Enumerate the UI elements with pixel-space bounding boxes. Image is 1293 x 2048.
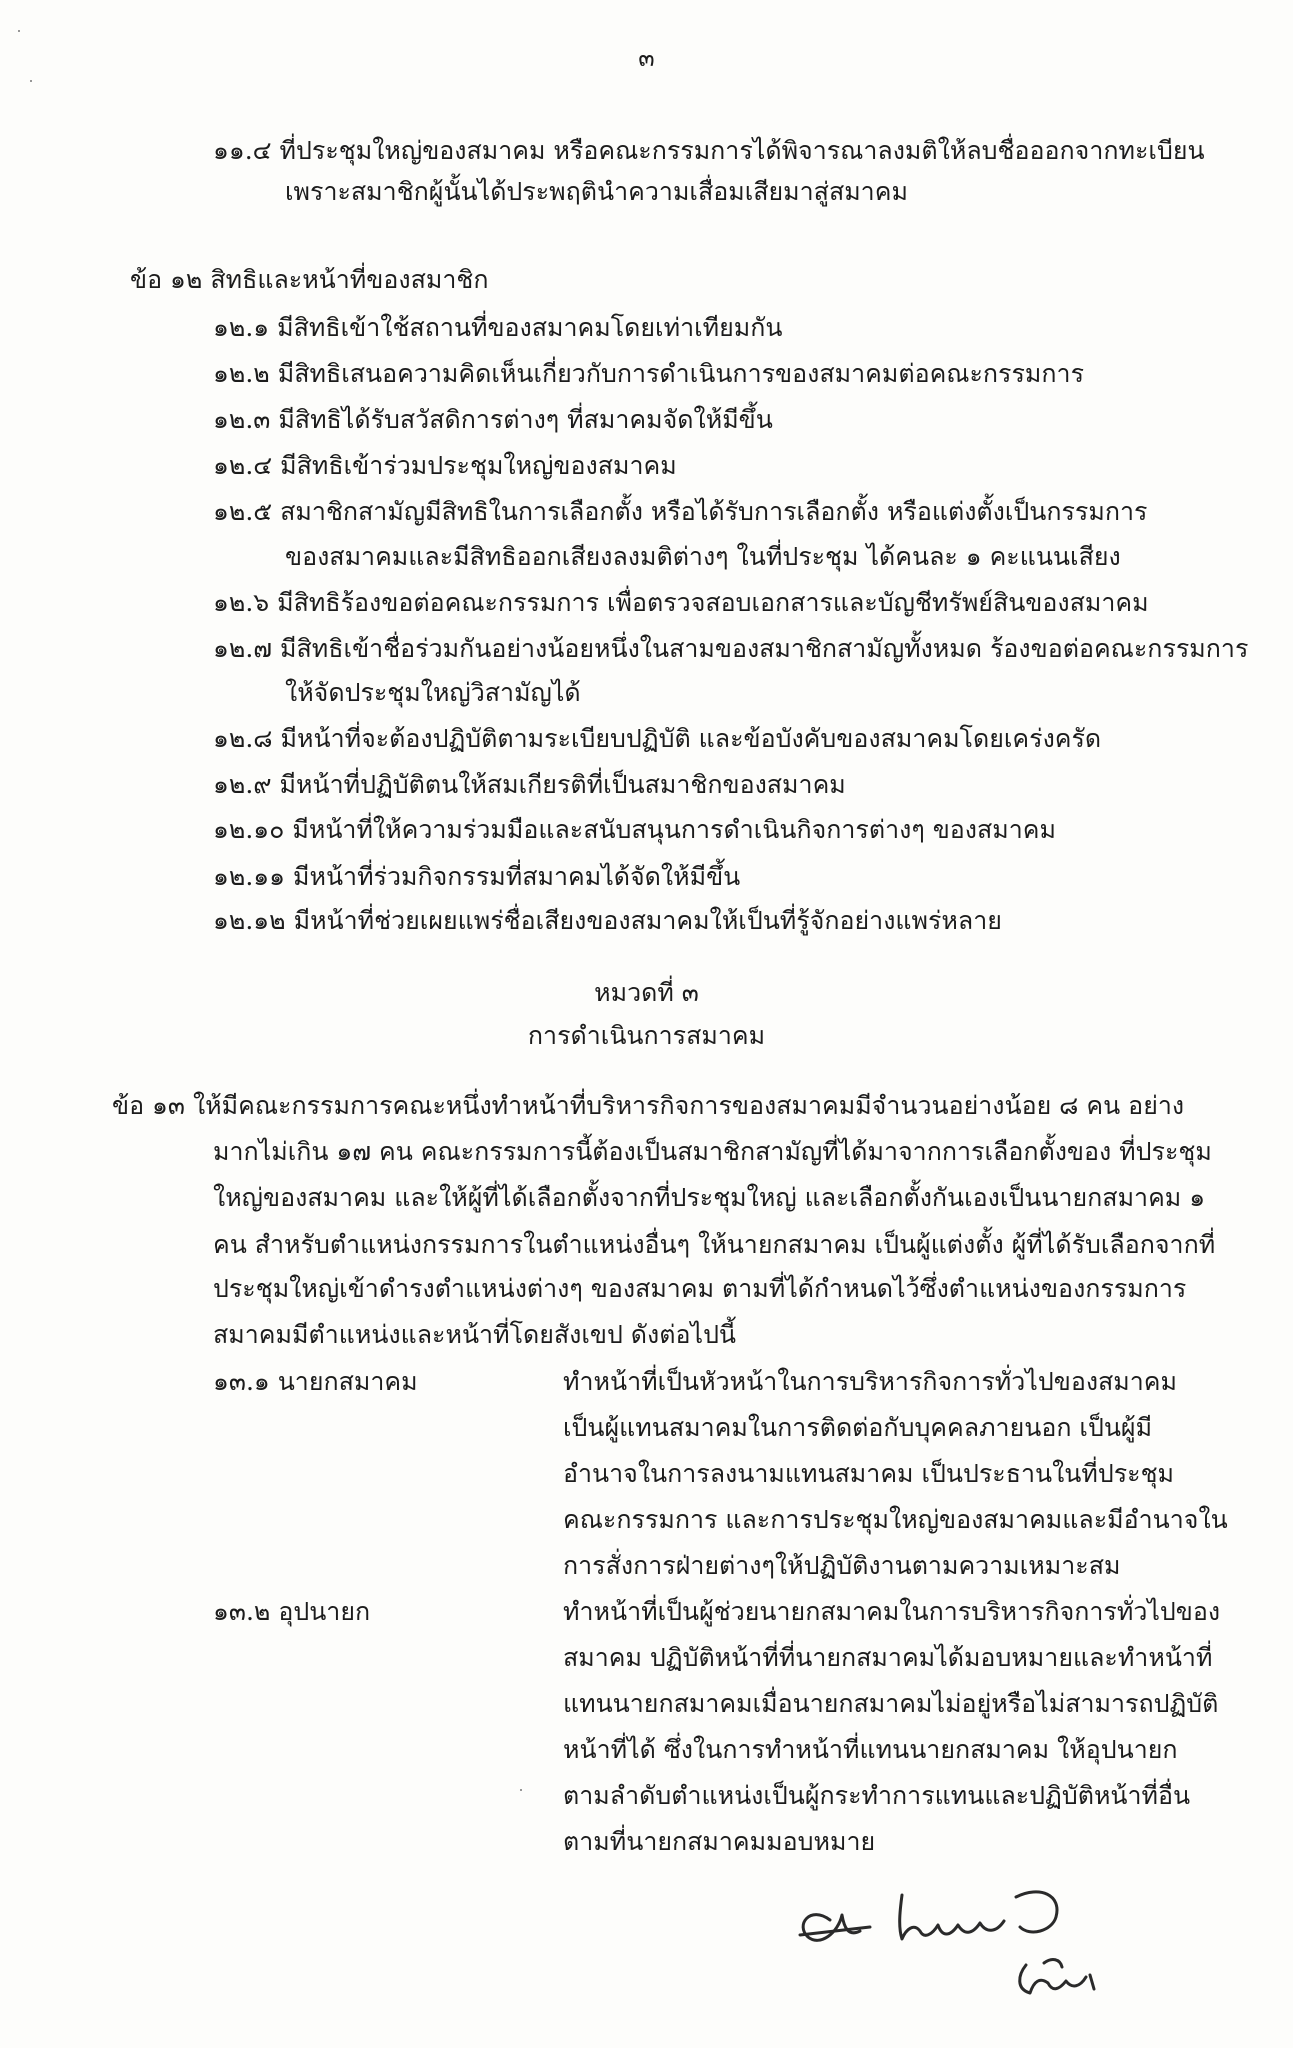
handwritten-signature	[790, 1865, 1150, 2035]
position-13-1-line-1: ทำหน้าที่เป็นหัวหน้าในการบริหารกิจการทั่วไปของสมาคม	[563, 1367, 1178, 1396]
position-13-2-line-1: ทำหน้าที่เป็นผู้ช่วยนายกสมาคมในการบริหารกิจการทั่วไปของ	[563, 1597, 1221, 1626]
clause-12-3: ๑๒.๓ มีสิทธิได้รับสวัสดิการต่างๆ ที่สมาคมจัดให้มีขึ้น	[213, 405, 773, 434]
clause-12-12: ๑๒.๑๒ มีหน้าที่ช่วยเผยแพร่ชื่อเสียงของสมาคมให้เป็นที่รู้จักอย่างแพร่หลาย	[213, 906, 1002, 935]
position-13-2-line-5: ตามลำดับตำแหน่งเป็นผู้กระทำการแทนและปฏิบัติหน้าที่อื่น	[563, 1781, 1191, 1810]
clause-12-5-line-2: ของสมาคมและมีสิทธิออกเสียงลงมติต่างๆ ในที่ประชุม ได้คนละ ๑ คะแนนเสียง	[285, 542, 1121, 571]
scan-speck	[30, 80, 32, 82]
chapter-number: หมวดที่ ๓	[594, 978, 699, 1007]
position-13-1-line-5: การสั่งการฝ่ายต่างๆให้ปฏิบัติงานตามความเหมาะสม	[563, 1551, 1121, 1580]
clause-12-1: ๑๒.๑ มีสิทธิเข้าใช้สถานที่ของสมาคมโดยเท่าเทียมกัน	[213, 313, 783, 342]
clause-11-4-line-2: เพราะสมาชิกผู้นั้นได้ประพฤตินำความเสื่อมเสียมาสู่สมาคม	[285, 177, 908, 206]
position-13-1-line-4: คณะกรรมการ และการประชุมใหญ่ของสมาคมและมีอำนาจใน	[563, 1505, 1228, 1534]
clause-12-6: ๑๒.๖ มีสิทธิร้องขอต่อคณะกรรมการ เพื่อตรวจสอบเอกสารและบัญชีทรัพย์สินของสมาคม	[213, 588, 1149, 617]
clause-11-4-line-1: ๑๑.๔ ที่ประชุมใหญ่ของสมาคม หรือคณะกรรมการได้พิจารณาลงมติให้ลบชื่อออกจากทะเบียน	[213, 136, 1205, 165]
page-number: ๓	[638, 44, 655, 72]
position-13-1-label: ๑๓.๑ นายกสมาคม	[213, 1367, 418, 1396]
clause-13-line-5: ประชุมใหญ่เข้าดำรงตำแหน่งต่างๆ ของสมาคม ตามที่ได้กำหนดไว้ซึ่งตำแหน่งของกรรมการ	[213, 1274, 1187, 1303]
position-13-1-line-2: เป็นผู้แทนสมาคมในการติดต่อกับบุคคลภายนอก เป็นผู้มี	[563, 1413, 1153, 1442]
position-13-2-label: ๑๓.๒ อุปนายก	[213, 1597, 371, 1626]
clause-13-line-1: ข้อ ๑๓ ให้มีคณะกรรมการคณะหนึ่งทำหน้าที่บริหารกิจการของสมาคมมีจำนวนอย่างน้อย ๘ คน อย่าง	[112, 1091, 1185, 1120]
clause-12-9: ๑๒.๙ มีหน้าที่ปฏิบัติตนให้สมเกียรติที่เป็นสมาชิกของสมาคม	[213, 770, 846, 799]
position-13-1-line-3: อำนาจในการลงนามแทนสมาคม เป็นประธานในที่ประชุม	[563, 1459, 1175, 1488]
position-13-2-line-2: สมาคม ปฏิบัติหน้าที่ที่นายกสมาคมได้มอบหมายและทำหน้าที่	[563, 1643, 1213, 1672]
clause-12-10: ๑๒.๑๐ มีหน้าที่ให้ความร่วมมือและสนับสนุนการดำเนินกิจการต่างๆ ของสมาคม	[213, 815, 1056, 844]
position-13-2-line-3: แทนนายกสมาคมเมื่อนายกสมาคมไม่อยู่หรือไม่สามารถปฏิบัติ	[563, 1689, 1219, 1718]
clause-12-7-line-1: ๑๒.๗ มีสิทธิเข้าชื่อร่วมกันอย่างน้อยหนึ่งในสามของสมาชิกสามัญทั้งหมด ร้องขอต่อคณะกรรมการ	[213, 634, 1249, 663]
clause-13-line-3: ใหญ่ของสมาคม และให้ผู้ที่ได้เลือกตั้งจากที่ประชุมใหญ่ และเลือกตั้งกันเองเป็นนายกสมาคม ๑	[213, 1183, 1206, 1212]
clause-13-line-2: มากไม่เกิน ๑๗ คน คณะกรรมการนี้ต้องเป็นสมาชิกสามัญที่ได้มาจากการเลือกตั้งของ ที่ประชุม	[213, 1137, 1212, 1166]
clause-12-8: ๑๒.๘ มีหน้าที่จะต้องปฏิบัติตามระเบียบปฏิบัติ และข้อบังคับของสมาคมโดยเคร่งครัด	[213, 724, 1102, 753]
chapter-title: การดำเนินการสมาคม	[527, 1021, 766, 1050]
clause-12-7-line-2: ให้จัดประชุมใหญ่วิสามัญได้	[285, 678, 581, 707]
position-13-2-line-4: หน้าที่ได้ ซึ่งในการทำหน้าที่แทนนายกสมาคม ให้อุปนายก	[563, 1735, 1178, 1764]
clause-12-4: ๑๒.๔ มีสิทธิเข้าร่วมประชุมใหญ่ของสมาคม	[213, 451, 677, 480]
clause-13-line-4: คน สำหรับตำแหน่งกรรมการในตำแหน่งอื่นๆ ให้นายกสมาคม เป็นผู้แต่งตั้ง ผู้ที่ได้รับเลือกจากที่	[213, 1230, 1216, 1259]
clause-13-line-6: สมาคมมีตำแหน่งและหน้าที่โดยสังเขป ดังต่อไปนี้	[213, 1320, 737, 1349]
clause-12-11: ๑๒.๑๑ มีหน้าที่ร่วมกิจกรรมที่สมาคมได้จัดให้มีขึ้น	[213, 862, 741, 891]
scan-speck	[18, 30, 20, 32]
clause-12-5-line-1: ๑๒.๕ สมาชิกสามัญมีสิทธิในการเลือกตั้ง หรือได้รับการเลือกตั้ง หรือแต่งตั้งเป็นกรรมการ	[213, 497, 1148, 526]
clause-12-2: ๑๒.๒ มีสิทธิเสนอความคิดเห็นเกี่ยวกับการดำเนินการของสมาคมต่อคณะกรรมการ	[213, 359, 1084, 388]
position-13-2-line-6: ตามที่นายกสมาคมมอบหมาย	[563, 1827, 876, 1856]
clause-12-heading: ข้อ ๑๒ สิทธิและหน้าที่ของสมาชิก	[130, 265, 489, 294]
scan-speck	[520, 1789, 522, 1791]
